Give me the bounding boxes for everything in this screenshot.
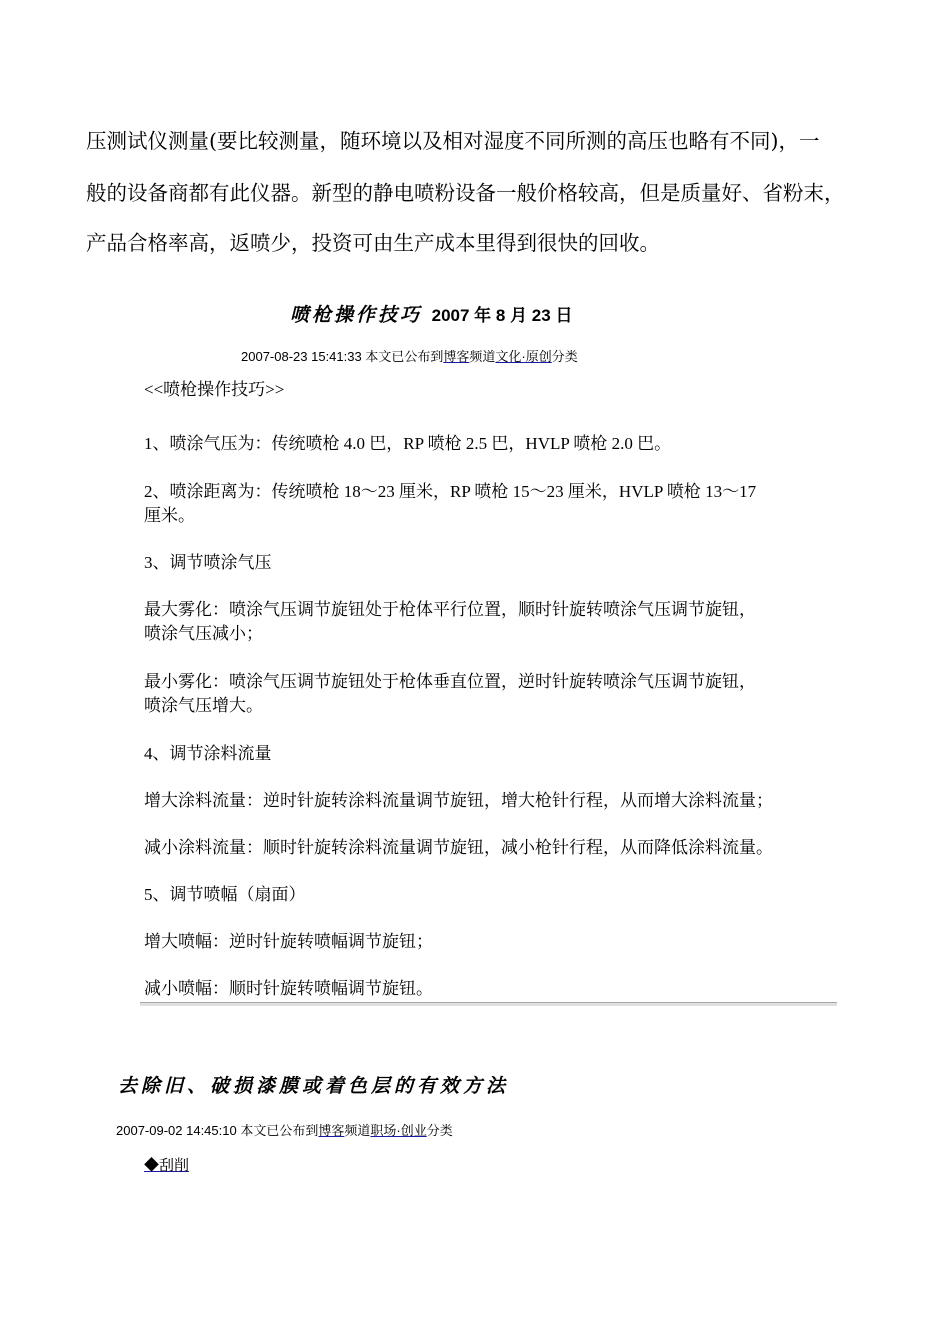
article1-para-4: 3、调节喷涂气压 (144, 553, 272, 572)
article1-para-10: 增大涂料流量：逆时针旋转涂料流量调节旋钮，增大枪针行程，从而增大涂料流量； (144, 791, 773, 810)
article1-para-0: <<喷枪操作技巧>> (144, 380, 285, 399)
article2-timestamp: 2007-09-02 14:45:10 (116, 1123, 237, 1138)
article1-timestamp: 2007-08-23 15:41:33 (241, 349, 362, 364)
intro-line-3: 产品合格率高，返喷少，投资可由生产成本里得到很快的回收。 (86, 231, 660, 255)
article1-category-text: 分类 (551, 349, 578, 364)
article1-para-2: 2、喷涂距离为：传统喷枪 18～23 厘米，RP 喷枪 15～23 厘米，HVLP 喷枪 13～17 (144, 482, 757, 501)
article1-channel-text: 频道 (469, 349, 496, 364)
article1-para-8: 喷涂气压增大。 (144, 696, 263, 715)
article1-para-7: 最小雾化：喷涂气压调节旋钮处于枪体垂直位置，逆时针旋转喷涂气压调节旋钮， (144, 672, 756, 691)
article1-meta (241, 346, 578, 365)
article1-title: 喷枪操作技巧 (290, 304, 423, 326)
article1-para-5: 最大雾化：喷涂气压调节旋钮处于枪体平行位置，顺时针旋转喷涂气压调节旋钮， (144, 600, 756, 619)
article1-title-row (290, 300, 572, 327)
intro-line-1: 压测试仪测量(要比较测量，随环境以及相对湿度不同所测的高压也略有不同)，一 (86, 129, 820, 153)
article1-para-6: 喷涂气压减小； (144, 624, 263, 643)
article2-published-text: 本文已公布到 (240, 1123, 319, 1138)
article1-para-12: 5、调节喷幅（扇面） (144, 885, 306, 904)
article2-category-text: 分类 (426, 1123, 453, 1138)
article1-para-13: 增大喷幅：逆时针旋转喷幅调节旋钮； (144, 932, 433, 951)
article2-channel-text: 频道 (344, 1123, 371, 1138)
scraping-link[interactable]: ◆刮削 (144, 1158, 190, 1174)
article1-blog-link[interactable]: 博客 (443, 349, 470, 364)
article1-para-3: 厘米。 (144, 506, 195, 525)
article2-meta (116, 1120, 453, 1139)
article2-title: 去除旧、破损漆膜或着色层的有效方法 (118, 1075, 510, 1097)
section-divider (140, 1002, 837, 1006)
article1-published-text: 本文已公布到 (365, 349, 444, 364)
article2-category-link[interactable]: 职场·创业 (370, 1123, 427, 1138)
article1-para-1: 1、喷涂气压为：传统喷枪 4.0 巴，RP 喷枪 2.5 巴，HVLP 喷枪 2.0 巴。 (144, 434, 672, 453)
article1-category-link[interactable]: 文化·原创 (495, 349, 552, 364)
article1-para-14: 减小喷幅：顺时针旋转喷幅调节旋钮。 (144, 979, 433, 998)
article1-para-9: 4、调节涂料流量 (144, 744, 272, 763)
intro-line-2: 般的设备商都有此仪器。新型的静电喷粉设备一般价格较高，但是质量好、省粉末， (86, 181, 845, 205)
article1-title-date: 2007 年 8 月 23 日 (431, 306, 573, 325)
article2-blog-link[interactable]: 博客 (318, 1123, 345, 1138)
article1-para-11: 减小涂料流量：顺时针旋转涂料流量调节旋钮，减小枪针行程，从而降低涂料流量。 (144, 838, 773, 857)
